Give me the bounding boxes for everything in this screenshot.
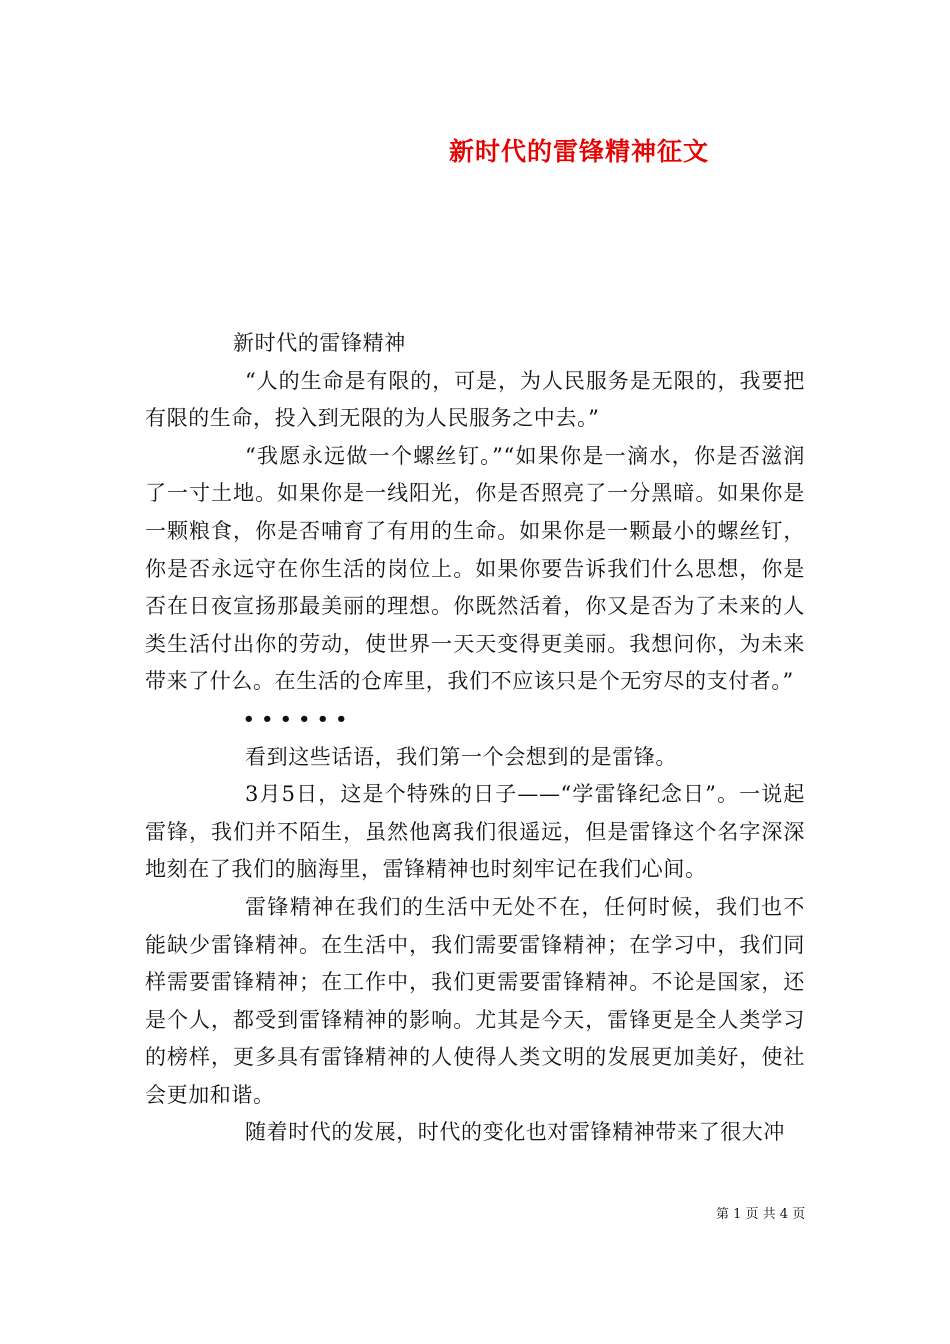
document-body bbox=[145, 325, 805, 1152]
document-title: 新时代的雷锋精神征文 bbox=[449, 137, 710, 166]
paragraph-quote-2: “我愿永远做一个螺丝钉。”“如果你是一滴水，你是否滋润了一寸土地。如果你是一线阳光，你是否照亮了一分黑暗。如果你是一颗粮食，你是否哺育了有用的生命。如果你是一颗最小的螺丝钉，你是否永远守在你生活的岗位上。如果你要告诉我们什么思想，你是否在日夜宣扬那最美丽的理想。你既然活着，你又是否为了未来的人类生活付出你的劳动，使世界一天天变得更美丽。我想问你，为未来带来了什么。在生活的仓库里，我们不应该只是个无穷尽的支付者。” bbox=[145, 443, 805, 694]
paragraph-quote-1: “人的生命是有限的，可是，为人民服务是无限的，我要把有限的生命，投入到无限的为人民服务之中去。” bbox=[145, 368, 805, 431]
paragraph-3: 雷锋精神在我们的生活中无处不在，任何时候，我们也不能缺少雷锋精神。在生活中，我们需要雷锋精神；在学习中，我们同样需要雷锋精神；在工作中，我们更需要雷锋精神。不论是国家，还是个人，都受到雷锋精神的影响。尤其是今天，雷锋更是全人类学习的榜样，更多具有雷锋精神的人使得人类文明的发展更加美好，使社会更加和谐。 bbox=[145, 894, 805, 1107]
separator-dots: •••••• bbox=[243, 708, 355, 730]
document-subtitle: 新时代的雷锋精神 bbox=[233, 331, 406, 355]
page-footer: 第 1 页 共 4 页 bbox=[716, 1207, 806, 1222]
paragraph-4: 随着时代的发展，时代的变化也对雷锋精神带来了很大冲 bbox=[245, 1120, 785, 1145]
paragraph-2: 3月5日，这是个特殊的日子——“学雷锋纪念日”。一说起雷锋，我们并不陌生，虽然他离我们很遥远，但是雷锋这个名字深深地刻在了我们的脑海里，雷锋精神也时刻牢记在我们心间。 bbox=[145, 782, 805, 882]
paragraph-1: 看到这些话语，我们第一个会想到的是雷锋。 bbox=[245, 744, 677, 769]
